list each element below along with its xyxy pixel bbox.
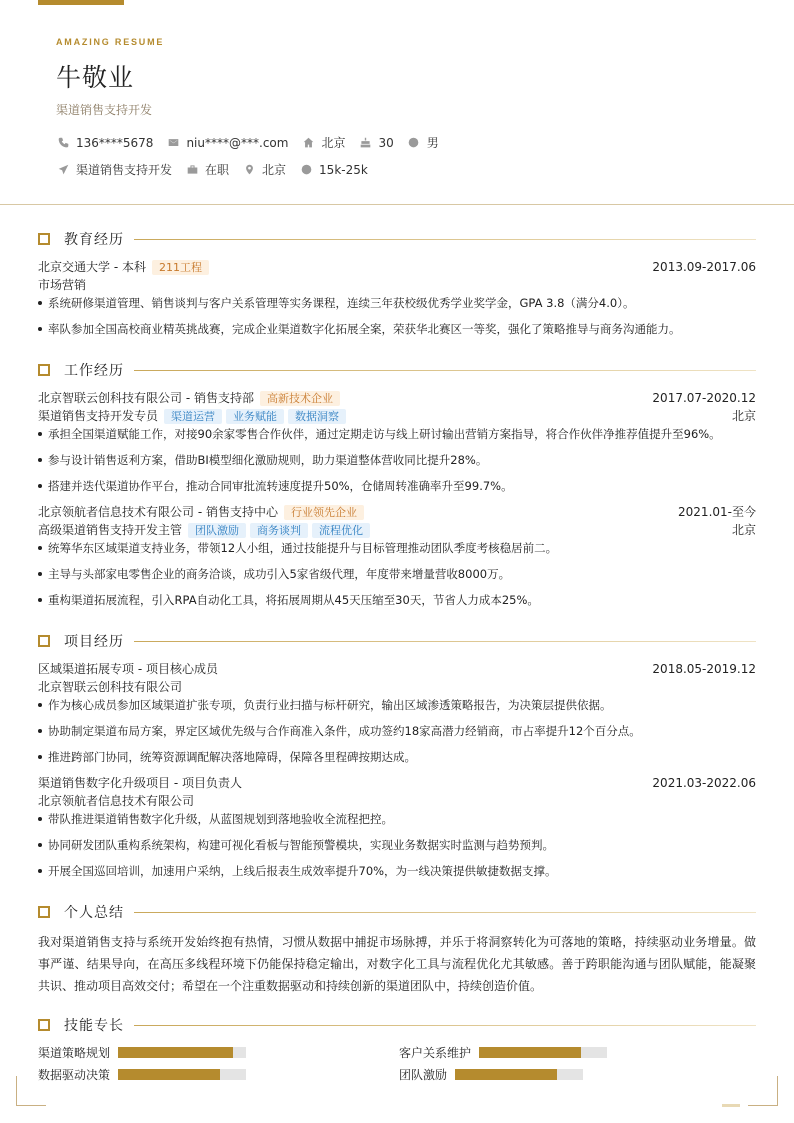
- list-item: 率队参加全国高校商业精英挑战赛，完成企业渠道数字化拓展全案，荣获华北赛区一等奖，强化了策略推导与商务沟通能力。: [38, 320, 756, 338]
- list-item: 作为核心成员参加区域渠道扩张专项，负责行业扫描与标杆研究，输出区域渗透策略报告，为决策层提供依据。: [38, 696, 756, 714]
- resume-header: [0, 0, 794, 205]
- briefcase-icon: [185, 163, 199, 177]
- contact-gender: [407, 134, 439, 151]
- skill-label: 渠道策略规划: [38, 1046, 111, 1060]
- list-item: 主导与头部家电零售企业的商务洽谈，成功引入5家省级代理，年度带来增量营收8000万。: [38, 565, 756, 583]
- skill-bar-fill: [118, 1047, 233, 1058]
- skill-bar: [118, 1069, 246, 1080]
- mail-icon: [166, 136, 180, 150]
- intent-salary: [299, 163, 368, 177]
- job-intent-row: [56, 161, 381, 178]
- intent-position: [56, 161, 172, 178]
- work-date: 2021.01-至今: [678, 505, 756, 519]
- skill-bar: [455, 1069, 583, 1080]
- education-date: 2013.09-2017.06: [652, 260, 756, 274]
- intent-city: [242, 161, 286, 178]
- education-section-title: 教育经历: [64, 232, 124, 248]
- education-entry: [38, 258, 756, 338]
- list-item: 推进跨部门协同，统筹资源调配解决落地障碍，保障各里程碑按期达成。: [38, 748, 756, 766]
- contact-info-row: [56, 134, 452, 151]
- role-tag: 渠道运营: [164, 409, 222, 424]
- role-tag: 流程优化: [312, 523, 370, 538]
- list-item: 搭建并迭代渠道协作平台，推动合同审批流转速度提升50%，仓储周转准确率升至99.7%。: [38, 477, 756, 495]
- list-item: 承担全国渠道赋能工作，对接90余家零售合作伙伴，通过定期走访与线上研讨输出营销方案指导，将合作伙伴净推荐值提升至96%。: [38, 425, 756, 443]
- skill-item: [38, 1066, 246, 1083]
- summary-text: 我对渠道销售支持与系统开发始终抱有热情，习惯从数据中捕捉市场脉搏，并乐于将洞察转化为可落地的策略，持续驱动业务增量。做事严谨、结果导向，在高压多线程环境下仍能保持稳定输出，对数字化工具与流程优化尤其敏感。善于跨职能沟通与团队赋能，能凝聚共识、推动项目高效交付；希望在一个注重数据驱动和持续创新的渠道团队中，持续创造价值。: [38, 935, 756, 993]
- send-icon: [56, 163, 70, 177]
- skill-bar: [118, 1047, 246, 1058]
- contact-city: [301, 134, 345, 151]
- list-item: 统筹华东区域渠道支持业务，带领12人小组，通过技能提升与目标管理推动团队季度考核稳居前二。: [38, 539, 756, 557]
- list-item: 带队推进渠道销售数字化升级，从蓝图规划到落地验收全流程把控。: [38, 810, 756, 828]
- cake-icon: [358, 136, 372, 150]
- phone-icon: [56, 136, 70, 150]
- skills-section-head: [38, 1017, 756, 1033]
- work-location: 北京: [731, 409, 756, 423]
- work-role: 高级渠道销售支持开发主管: [38, 523, 183, 537]
- skill-label: 客户关系维护: [399, 1046, 472, 1060]
- section-divider: [134, 641, 756, 642]
- work-company: 北京领航者信息技术有限公司 - 销售支持中心: [38, 505, 278, 519]
- section-divider: [134, 912, 756, 913]
- project-entry: [38, 774, 756, 880]
- candidate-subtitle: 渠道销售支持开发: [56, 103, 153, 117]
- section-square-icon: [38, 635, 50, 647]
- contact-gender-text: 男: [426, 136, 439, 150]
- intent-salary-text: 15k-25k: [319, 162, 368, 177]
- education-major: 市场营销: [38, 278, 87, 292]
- section-square-icon: [38, 906, 50, 918]
- list-item: 协同研发团队重构系统架构，构建可视化看板与智能预警模块，实现业务数据实时监测与趋势预判。: [38, 836, 756, 854]
- role-tag: 团队激励: [188, 523, 246, 538]
- work-location: 北京: [731, 523, 756, 537]
- work-section-title: 工作经历: [64, 363, 124, 379]
- location-pin-icon: [242, 163, 256, 177]
- intent-position-text: 渠道销售支持开发: [76, 163, 173, 177]
- home-icon: [301, 136, 315, 150]
- project-company: 北京领航者信息技术有限公司: [38, 794, 195, 808]
- skill-bar-fill: [455, 1069, 557, 1080]
- contact-email-text: niu****@***.com: [186, 135, 289, 150]
- skill-bar: [479, 1047, 607, 1058]
- intent-status: [185, 161, 229, 178]
- intent-status-text: 在职: [205, 163, 230, 177]
- contact-phone: [56, 136, 153, 150]
- intent-city-text: 北京: [262, 163, 287, 177]
- role-tag: 商务谈判: [250, 523, 308, 538]
- work-section-head: [38, 362, 756, 378]
- education-school: 北京交通大学 - 本科: [38, 260, 146, 274]
- skill-bar-fill: [479, 1047, 581, 1058]
- skill-label: 团队激励: [399, 1068, 448, 1082]
- contact-email: [166, 136, 288, 150]
- contact-phone-text: 136****5678: [76, 135, 154, 150]
- project-date: 2018.05-2019.12: [652, 662, 756, 676]
- corner-decoration: [748, 1076, 778, 1106]
- contact-age-text: 30: [378, 135, 394, 150]
- project-date: 2021.03-2022.06: [652, 776, 756, 790]
- role-tag: 数据洞察: [288, 409, 346, 424]
- project-entry: [38, 660, 756, 766]
- section-square-icon: [38, 364, 50, 376]
- work-entry: [38, 503, 756, 609]
- company-tag: 高新技术企业: [260, 391, 340, 406]
- section-divider: [134, 239, 756, 240]
- project-company: 北京智联云创科技有限公司: [38, 680, 183, 694]
- list-item: 协助制定渠道布局方案，界定区域优先级与合作商准入条件，成功签约18家高潜力经销商，市占率提升12个百分点。: [38, 722, 756, 740]
- face-icon: [407, 136, 421, 150]
- skill-item: [399, 1066, 583, 1083]
- work-role: 渠道销售支持开发专员: [38, 409, 159, 423]
- candidate-name: 牛敬业: [56, 63, 135, 92]
- section-divider: [134, 370, 756, 371]
- project-title: 区域渠道拓展专项 - 项目核心成员: [38, 662, 218, 676]
- work-date: 2017.07-2020.12: [652, 391, 756, 405]
- list-item: 系统研修渠道管理、销售谈判与客户关系管理等实务课程，连续三年获校级优秀学业奖学金，GPA 3.8（满分4.0）。: [38, 294, 756, 312]
- list-item: 重构渠道拓展流程，引入RPA自动化工具，将拓展周期从45天压缩至30天，节省人力成本25%。: [38, 591, 756, 609]
- education-section-head: [38, 231, 756, 247]
- list-item: 开展全国巡回培训，加速用户采纳，上线后报表生成效率提升70%，为一线决策提供敏捷数据支撑。: [38, 862, 756, 880]
- projects-section-title: 项目经历: [64, 634, 124, 650]
- section-divider: [134, 1025, 756, 1026]
- footer-accent: [722, 1104, 740, 1107]
- money-icon: [299, 163, 313, 177]
- skill-item: [38, 1044, 246, 1061]
- skill-item: [399, 1044, 607, 1061]
- education-tag: 211工程: [152, 260, 209, 275]
- role-tag: 业务赋能: [226, 409, 284, 424]
- project-title: 渠道销售数字化升级项目 - 项目负责人: [38, 776, 242, 790]
- section-square-icon: [38, 1019, 50, 1031]
- skills-section-title: 技能专长: [64, 1018, 124, 1034]
- list-item: 参与设计销售返利方案，借助BI模型细化激励规则，助力渠道整体营收同比提升28%。: [38, 451, 756, 469]
- projects-section-head: [38, 633, 756, 649]
- work-company: 北京智联云创科技有限公司 - 销售支持部: [38, 391, 254, 405]
- company-tag: 行业领先企业: [284, 505, 364, 520]
- contact-age: [358, 136, 393, 150]
- skill-bar-fill: [118, 1069, 220, 1080]
- contact-city-text: 北京: [321, 136, 346, 150]
- summary-section-head: [38, 904, 756, 920]
- corner-decoration: [16, 1076, 46, 1106]
- brand-label: AMAZING RESUME: [56, 37, 165, 47]
- work-entry: [38, 389, 756, 495]
- skill-label: 数据驱动决策: [38, 1068, 111, 1082]
- section-square-icon: [38, 233, 50, 245]
- summary-section-title: 个人总结: [64, 905, 124, 921]
